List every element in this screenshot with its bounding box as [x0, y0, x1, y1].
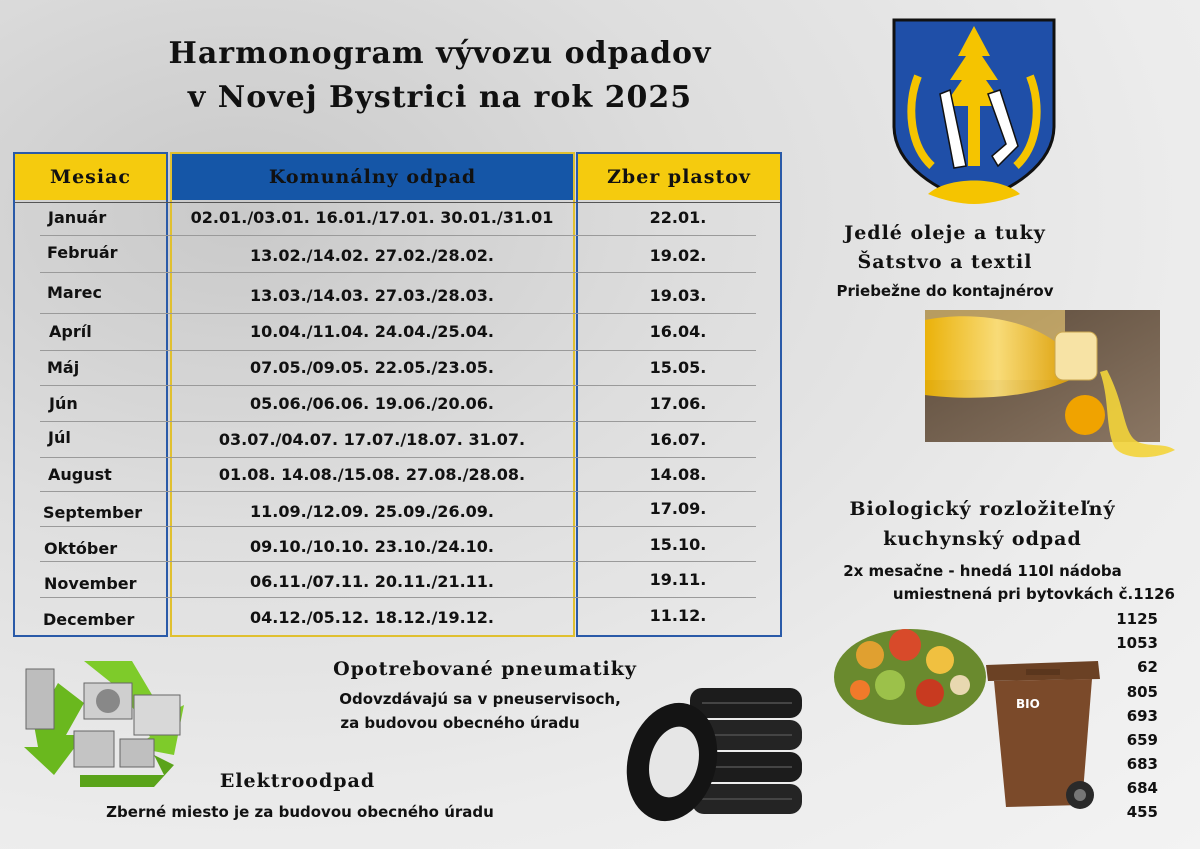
month-label: Marec: [47, 283, 102, 302]
plasty-date: 22.01.: [649, 208, 707, 227]
building-number: 659: [1126, 731, 1158, 749]
food-waste-image: [830, 615, 990, 730]
page-title: [40, 32, 840, 120]
title-line-1: Harmonogram vývozu odpadov: [168, 36, 712, 71]
building-number: 684: [1126, 779, 1158, 797]
oil-bottle-image: [925, 310, 1187, 470]
bin-label: BIO: [1016, 697, 1040, 711]
tires-note-2: za budovou obecného úradu: [340, 714, 580, 732]
month-label: Júl: [48, 428, 71, 447]
header-mesiac: Mesiac: [15, 154, 166, 200]
bio-note-1: 2x mesačne - hnedá 110l nádoba: [843, 562, 1122, 580]
building-number: 62: [1137, 658, 1158, 676]
plasty-date: 17.06.: [649, 394, 707, 413]
month-label: December: [43, 610, 135, 629]
komunalny-dates: 02.01./03.01. 16.01./17.01. 30.01./31.01: [190, 208, 554, 227]
textile-heading: Šatstvo a textil: [857, 251, 1033, 273]
komunalny-dates: 11.09./12.09. 25.09./26.09.: [249, 502, 494, 521]
coat-of-arms-emblem: [888, 16, 1060, 206]
plasty-date: 17.09.: [649, 499, 707, 518]
komunalny-dates: 04.12./05.12. 18.12./19.12.: [249, 608, 494, 627]
plasty-date: 15.10.: [649, 535, 707, 554]
month-label: Január: [48, 208, 107, 227]
building-number: 455: [1126, 803, 1158, 821]
plasty-date: 19.03.: [649, 286, 707, 305]
month-label: Máj: [47, 358, 80, 377]
month-label: Jún: [49, 394, 78, 413]
plasty-date: 15.05.: [649, 358, 707, 377]
building-number: 1053: [1116, 634, 1158, 652]
plasty-date: 11.12.: [649, 606, 707, 625]
tires-image: [612, 684, 807, 824]
month-label: Október: [44, 539, 118, 558]
komunalny-dates: 09.10./10.10. 23.10./24.10.: [249, 537, 494, 556]
bio-note-2: umiestnená pri bytovkách č.1126: [892, 585, 1175, 603]
bio-bin-image: [980, 645, 1105, 820]
bio-heading-2: kuchynský odpad: [883, 528, 1082, 550]
month-label: Apríl: [49, 322, 92, 341]
month-label: November: [44, 574, 137, 593]
komunalny-dates: 05.06./06.06. 19.06./20.06.: [249, 394, 494, 413]
oils-heading: Jedlé oleje a tuky: [844, 222, 1046, 244]
building-number: 683: [1126, 755, 1158, 773]
komunalny-dates: 01.08. 14.08./15.08. 27.08./28.08.: [218, 465, 526, 484]
komunalny-dates: 13.02./14.02. 27.02./28.02.: [249, 246, 494, 265]
oils-note: Priebežne do kontajnérov: [836, 282, 1054, 300]
electro-recycle-image: [14, 655, 202, 787]
plasty-date: 14.08.: [649, 465, 707, 484]
electro-note: Zberné miesto je za budovou obecného úradu: [106, 803, 494, 821]
building-number: 805: [1126, 683, 1158, 701]
komunalny-dates: 06.11./07.11. 20.11./21.11.: [249, 572, 494, 591]
header-komunalny: Komunálny odpad: [172, 154, 573, 200]
building-number: 1125: [1116, 610, 1158, 628]
komunalny-dates: 10.04./11.04. 24.04./25.04.: [249, 322, 494, 341]
komunalny-dates: 07.05./09.05. 22.05./23.05.: [249, 358, 494, 377]
plasty-date: 16.04.: [649, 322, 707, 341]
electro-heading: Elektroodpad: [219, 770, 376, 792]
header-plasty: Zber plastov: [578, 154, 780, 200]
building-number: 693: [1126, 707, 1158, 725]
plasty-date: 19.11.: [649, 570, 707, 589]
tires-note-1: Odovzdávajú sa v pneuservisoch,: [339, 690, 621, 708]
title-line-2: v Novej Bystrici na rok 2025: [187, 80, 693, 115]
month-label: September: [43, 503, 143, 522]
bio-heading-1: Biologický rozložiteľný: [849, 498, 1116, 520]
plasty-date: 19.02.: [649, 246, 707, 265]
tires-heading: Opotrebované pneumatiky: [333, 658, 637, 680]
month-label: Február: [47, 243, 118, 262]
komunalny-dates: 03.07./04.07. 17.07./18.07. 31.07.: [218, 430, 526, 449]
plasty-date: 16.07.: [649, 430, 707, 449]
komunalny-dates: 13.03./14.03. 27.03./28.03.: [249, 286, 494, 305]
month-label: August: [48, 465, 112, 484]
